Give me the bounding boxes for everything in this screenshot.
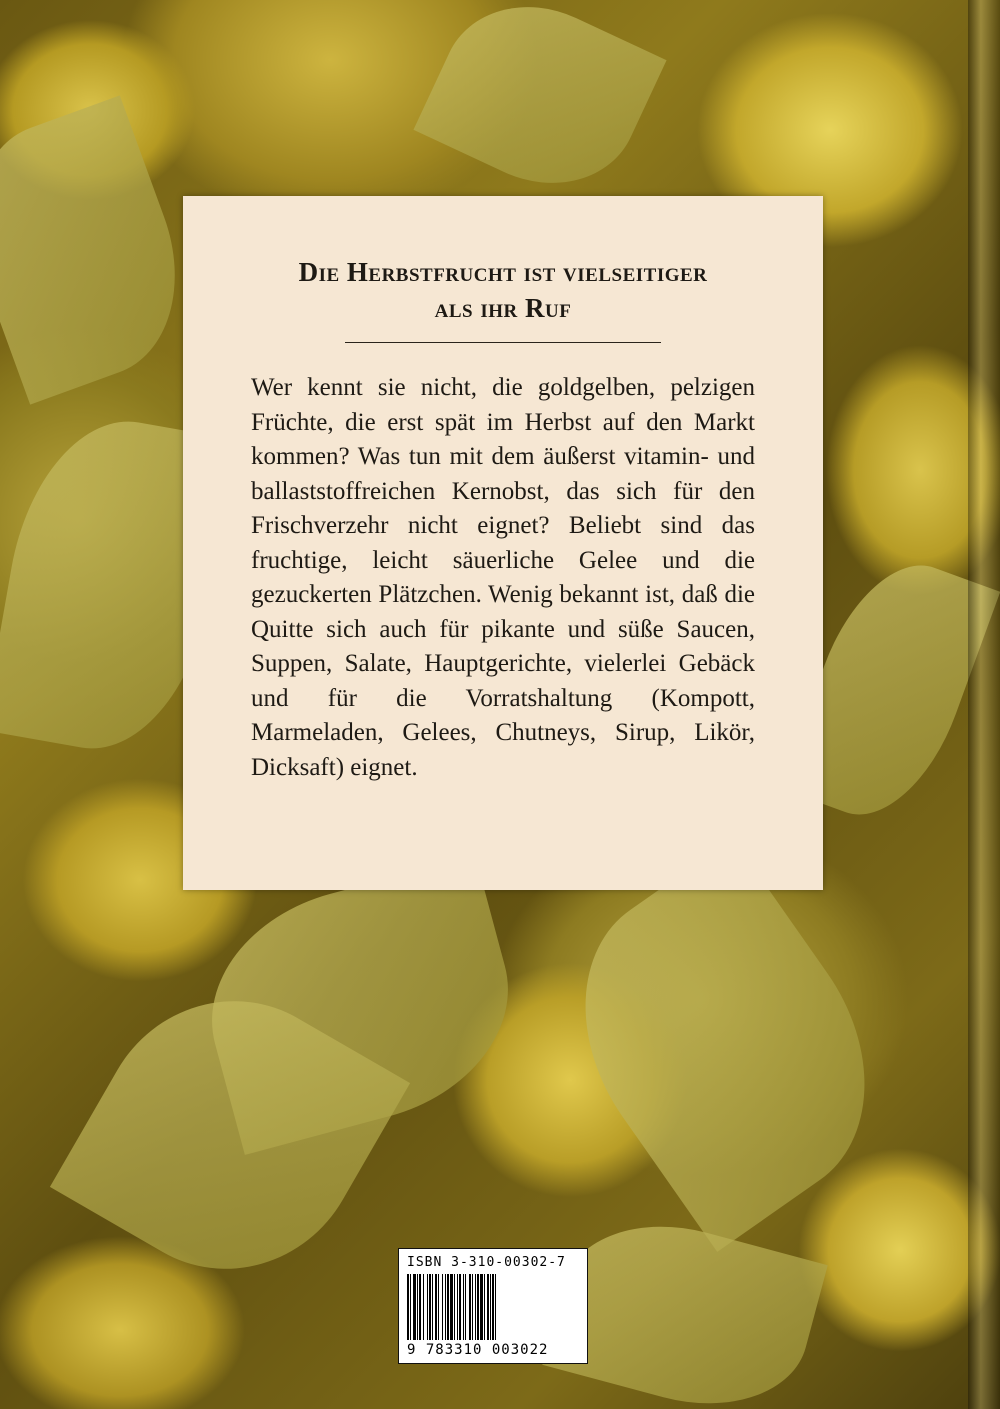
blurb-text: Wer kennt sie nicht, die goldgelben, pelzigen Früchte, die erst spät im Herbst auf den Markt kommen? Was tun mit dem äußerst vitamin- und ballaststoffreichen Kernobst, das sich für den Frischverzehr nicht eignet? Beliebt sind das fruchtige, leicht säuerliche Gelee und die gezuckerten Plätzchen. Wenig bekannt ist, daß die Quitte sich auch für pikante und süße Saucen, Suppen, Salate, Hauptgerichte, vielerlei Gebäck und für die Vorratshaltung (Kompott, Marmeladen, Gelees, Chutneys, Sirup, Likör, Dicksaft) eignet. (251, 374, 755, 781)
divider-rule (345, 342, 661, 343)
heading-line-1: Die Herbstfrucht ist vielseitiger (298, 257, 708, 287)
text-panel (183, 196, 823, 890)
barcode-icon (407, 1274, 579, 1340)
barcode-stripe (496, 1274, 499, 1340)
isbn-barcode (398, 1248, 588, 1364)
isbn-label: ISBN 3-310-00302-7 (407, 1255, 566, 1270)
ean-number: 9 783310 003022 (407, 1342, 549, 1358)
leaf-decoration (0, 95, 209, 404)
leaf-decoration (413, 0, 666, 214)
leaf-decoration (528, 838, 922, 1252)
heading-line-2: als ihr Ruf (434, 293, 572, 323)
cover-heading (251, 254, 755, 326)
book-spine-edge (968, 0, 1000, 1409)
